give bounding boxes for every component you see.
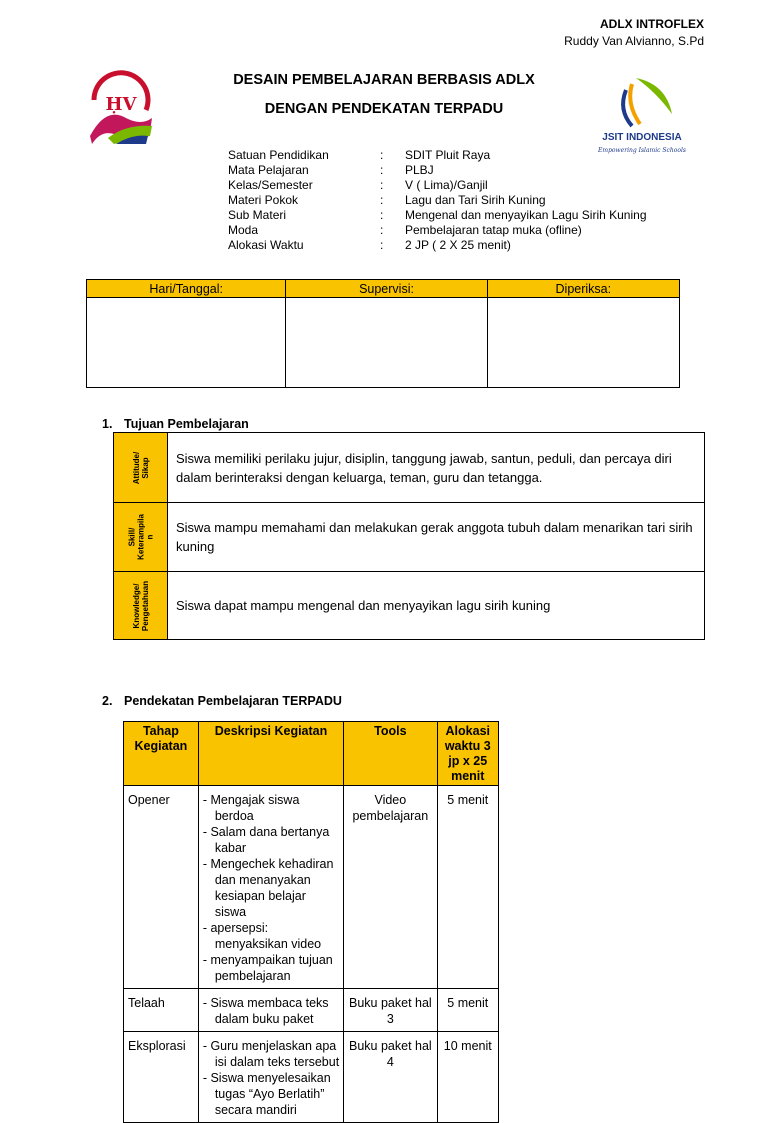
header-org: ADLX INTROFLEX	[600, 17, 704, 31]
header-hari-tanggal: Hari/Tanggal:	[87, 280, 286, 298]
info-value: Lagu dan Tari Sirih Kuning	[405, 193, 546, 207]
info-colon: :	[380, 178, 384, 192]
list-item: - menyampaikan tujuan pembelajaran	[202, 953, 333, 983]
tujuan-skill-text: Siswa mampu memahami dan melakukan gerak anggota tubuh dalam menarikan tari sirih kuning	[168, 503, 705, 572]
document-subtitle: DENGAN PENDEKATAN TERPADU	[264, 101, 504, 117]
info-colon: :	[380, 208, 384, 222]
document-title: DESAIN PEMBELAJARAN BERBASIS ADLX	[233, 72, 535, 88]
list-item: - Siswa menyelesaikan tugas “Ayo Berlatih” secara mandiri	[202, 1071, 331, 1117]
info-value: Mengenal dan menyayikan Lagu Sirih Kuning	[405, 208, 647, 222]
opener-tools: Video pembelajaran	[344, 786, 437, 989]
tujuan-table	[113, 432, 705, 640]
info-row	[228, 193, 647, 208]
info-table	[228, 148, 647, 253]
list-item: - Mengajak siswa berdoa	[202, 793, 300, 823]
svg-text:ḤV: ḤV	[105, 94, 137, 115]
tujuan-knowledge-text: Siswa dapat mampu mengenal dan menyayikan lagu sirih kuning	[168, 572, 705, 640]
section-1-number: 1.	[102, 417, 113, 431]
info-value: V ( Lima)/Ganjil	[405, 178, 488, 192]
opener-time: 5 menit	[437, 786, 498, 989]
info-row	[228, 208, 647, 223]
eksplorasi-description	[198, 1032, 343, 1123]
info-value: PLBJ	[405, 163, 434, 177]
side-label-attitude: Attitude/ Sikap	[114, 433, 168, 503]
stage-eksplorasi: Eksplorasi	[124, 1032, 199, 1123]
telaah-tools: Buku paket hal 3	[344, 989, 437, 1032]
activity-table	[123, 721, 499, 1123]
document-header	[564, 16, 704, 50]
list-item: - Salam dana bertanya kabar	[202, 825, 330, 855]
info-label: Moda	[228, 223, 259, 237]
info-label: Kelas/Semester	[228, 178, 313, 192]
header-author: Ruddy Van Alvianno, S.Pd	[564, 34, 704, 48]
cell-hari-tanggal[interactable]	[87, 298, 286, 388]
section-1-heading	[102, 417, 249, 431]
list-item: - apersepsi: menyaksikan video	[202, 921, 322, 951]
info-value: SDIT Pluit Raya	[405, 148, 491, 162]
info-colon: :	[380, 193, 384, 207]
info-label: Mata Pelajaran	[228, 163, 309, 177]
stage-opener: Opener	[124, 786, 199, 989]
section-1-title: Tujuan Pembelajaran	[124, 417, 249, 431]
header-supervisi: Supervisi:	[286, 280, 487, 298]
side-label-knowledge: Knowledge/ Pengetahuan	[114, 572, 168, 640]
info-label: Alokasi Waktu	[228, 238, 304, 252]
jsit-logo-tagline: Empowering Islamic Schools	[598, 147, 686, 154]
info-colon: :	[380, 223, 384, 237]
info-colon: :	[380, 163, 384, 177]
info-colon: :	[380, 238, 384, 252]
info-row	[228, 163, 647, 178]
info-row	[228, 178, 647, 193]
info-label: Materi Pokok	[228, 193, 299, 207]
list-item: - Siswa membaca teks dalam buku paket	[202, 996, 329, 1026]
info-colon: :	[380, 148, 384, 162]
jsit-logo-text: JSIT INDONESIA	[602, 132, 682, 143]
cell-supervisi[interactable]	[286, 298, 487, 388]
section-2-title: Pendekatan Pembelajaran TERPADU	[124, 694, 342, 708]
list-item: - Guru menjelaskan apa isi dalam teks tersebut	[202, 1039, 340, 1069]
info-label: Satuan Pendidikan	[228, 148, 329, 162]
info-row	[228, 223, 647, 238]
header-tahap: Tahap Kegiatan	[124, 722, 199, 786]
opener-description	[198, 786, 343, 989]
list-item: - Mengechek kehadiran dan menanyakan kesiapan belajar siswa	[202, 857, 334, 919]
info-value: Pembelajaran tatap muka (ofline)	[405, 223, 582, 237]
supervision-table	[86, 279, 680, 388]
eksplorasi-time: 10 menit	[437, 1032, 498, 1123]
cell-diperiksa[interactable]	[487, 298, 679, 388]
telaah-time: 5 menit	[437, 989, 498, 1032]
info-row	[228, 148, 647, 163]
telaah-description	[198, 989, 343, 1032]
eksplorasi-tools: Buku paket hal 4	[344, 1032, 437, 1123]
section-2-number: 2.	[102, 694, 113, 708]
info-row	[228, 238, 647, 253]
header-tools: Tools	[344, 722, 437, 786]
side-label-skill: Skill/ Keterampila n	[114, 503, 168, 572]
header-alokasi: Alokasi waktu 3 jp x 25 menit	[437, 722, 498, 786]
header-deskripsi: Deskripsi Kegiatan	[198, 722, 343, 786]
stage-telaah: Telaah	[124, 989, 199, 1032]
tujuan-attitude-text: Siswa memiliki perilaku jujur, disiplin, tanggung jawab, santun, peduli, dan percaya diri dalam berinteraksi dengan keluarga, teman, guru dan tetangga.	[168, 433, 705, 503]
section-2-heading	[102, 694, 342, 708]
header-diperiksa: Diperiksa:	[487, 280, 679, 298]
info-label: Sub Materi	[228, 208, 287, 222]
info-value: 2 JP ( 2 X 25 menit)	[405, 238, 511, 252]
